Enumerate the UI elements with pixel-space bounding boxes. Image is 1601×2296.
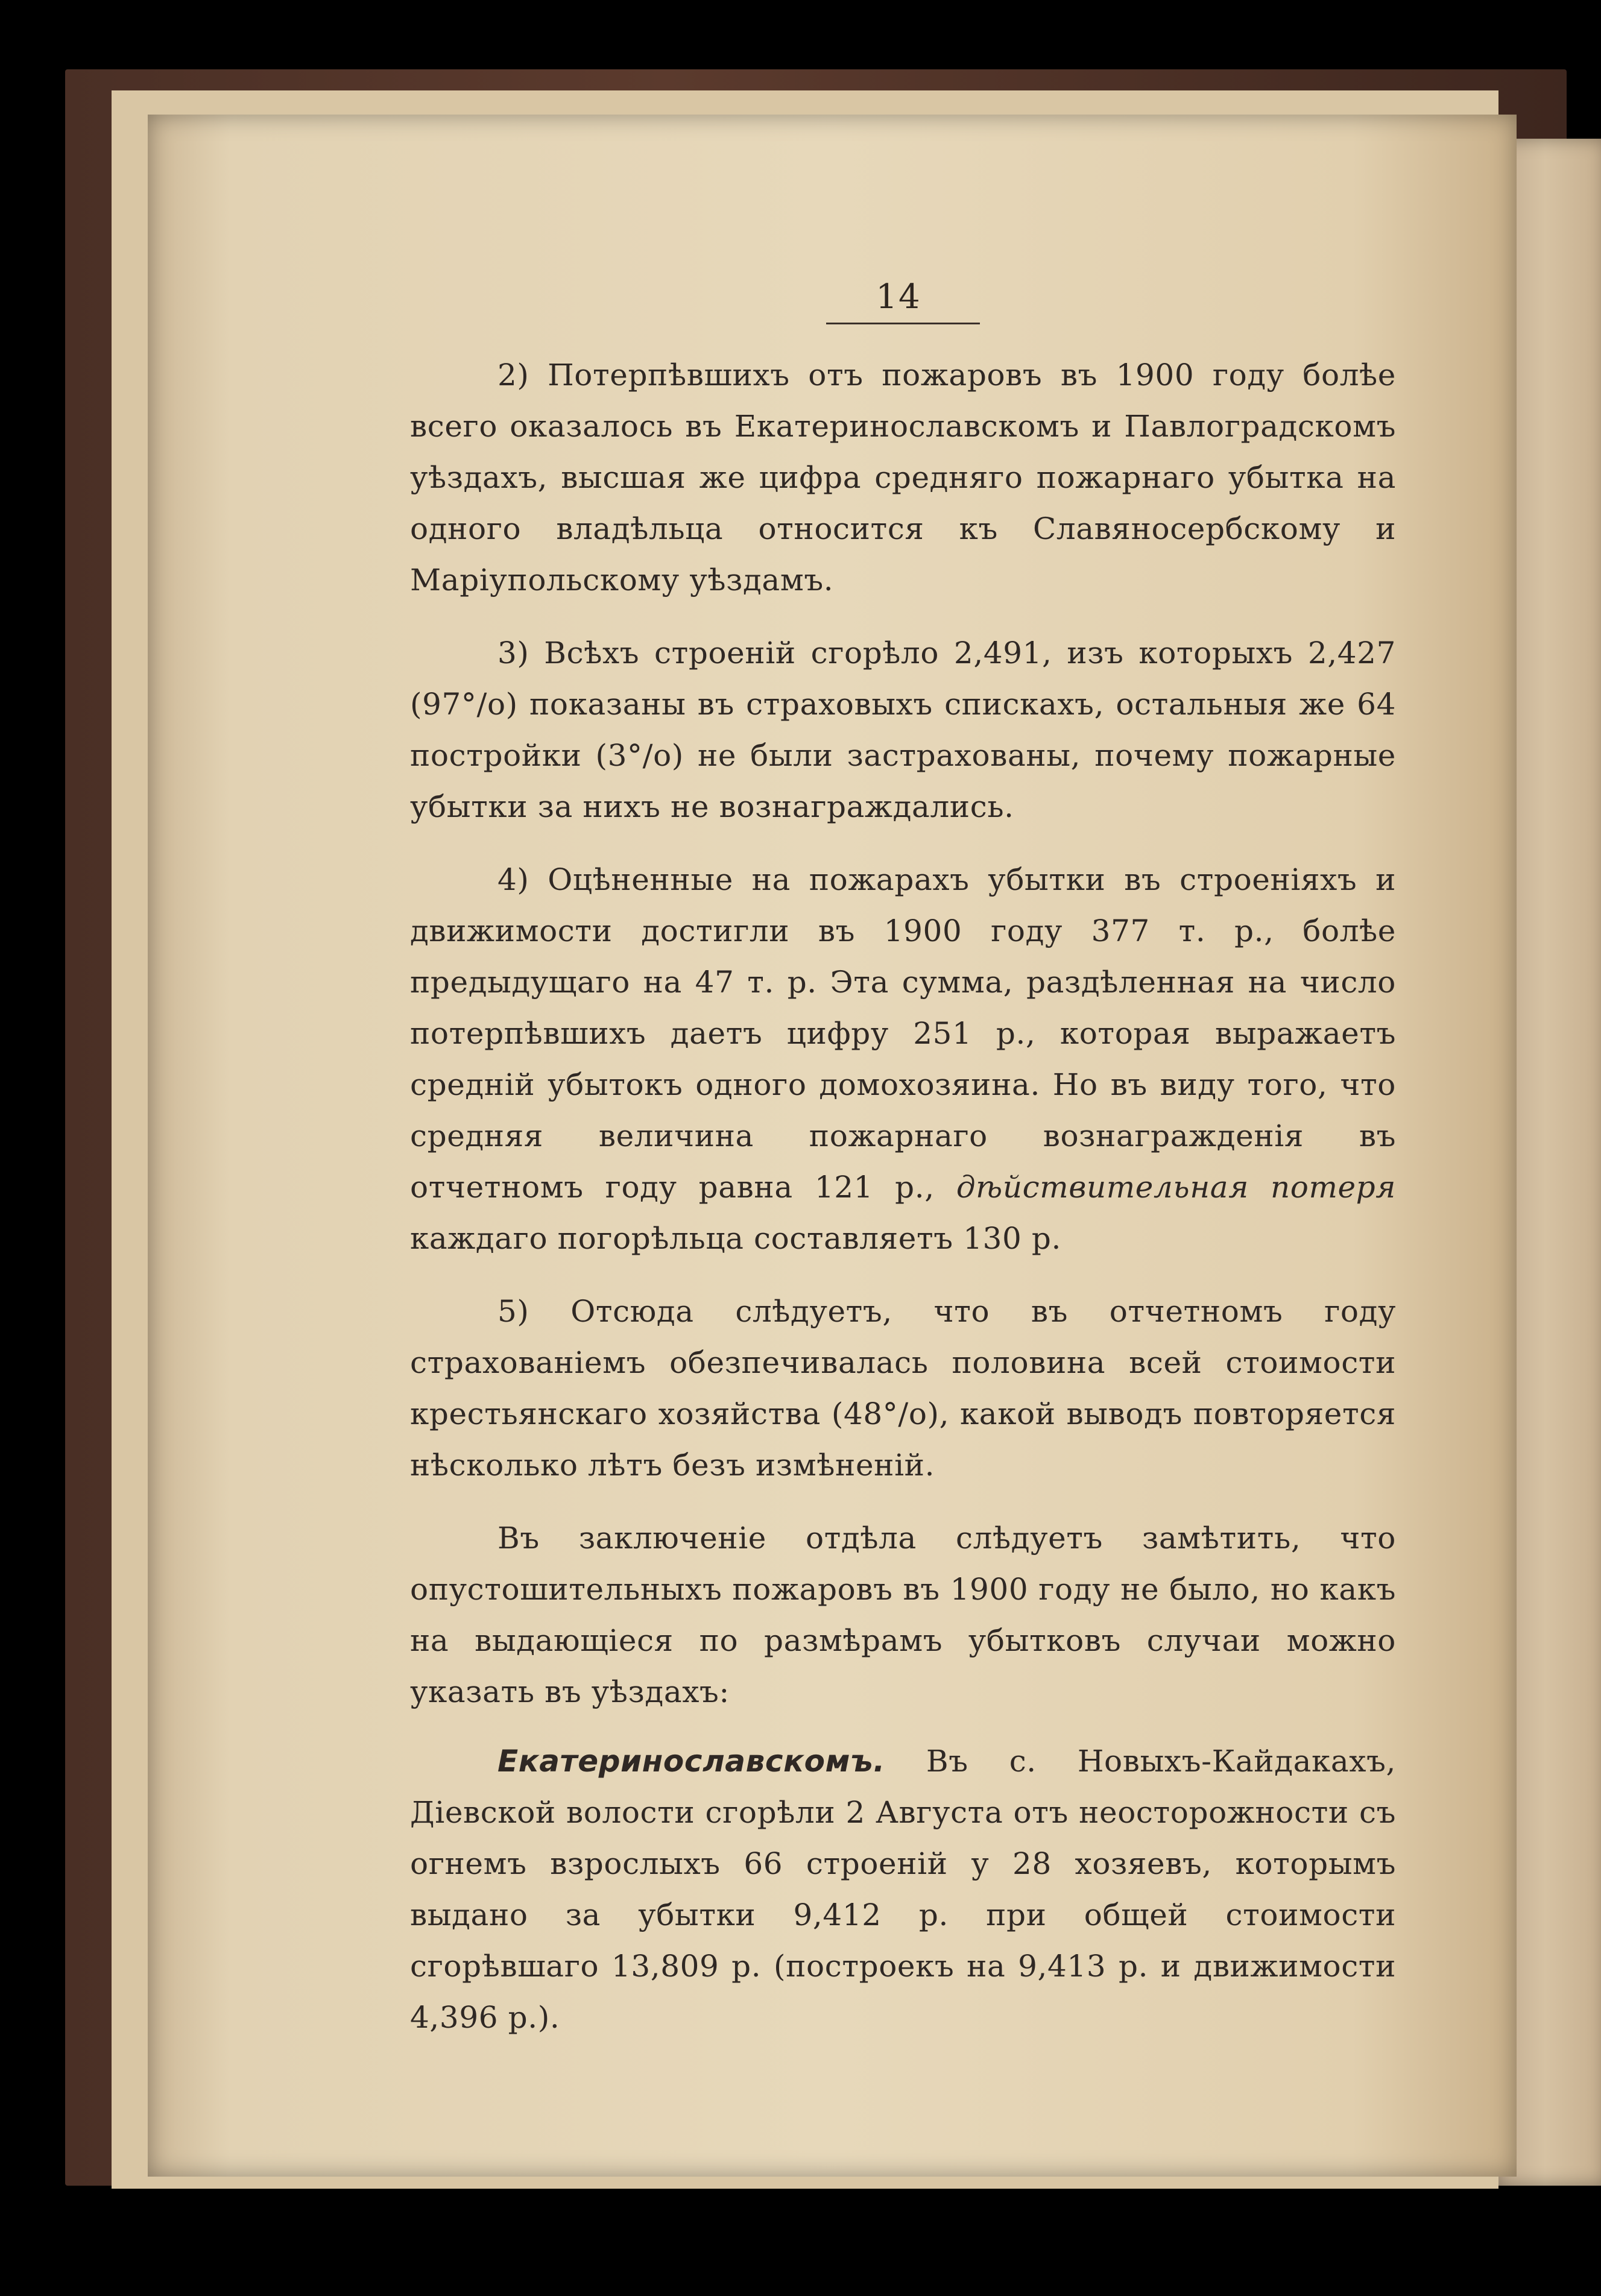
paragraph-ekaterinoslav xyxy=(410,1736,1396,2043)
paragraph-4 xyxy=(410,854,1396,1264)
page-text xyxy=(410,350,1396,2065)
paragraph-3: 3) Всѣхъ строеній сгорѣло 2,491, изъ которыхъ 2,427 (97°/о) показаны въ страховыхъ спискахъ, остальныя же 64 постройки (3°/о) не были застрахованы, почему пожарные убытки за нихъ не вознаграждались. xyxy=(410,636,1396,824)
paragraph-2: 2) Потерпѣвшихъ отъ пожаровъ въ 1900 году болѣе всего оказалось въ Екатеринославскомъ и Павлоградскомъ уѣздахъ, высшая же цифра средняго пожарнаго убытка на одного владѣльца относится къ Славяносербскому и Маріупольскому уѣздамъ. xyxy=(410,358,1396,598)
paragraph-4-end: каждаго погорѣльца составляетъ 130 р. xyxy=(410,1221,1061,1256)
emphasis-real-loss: дѣйствительная потеря xyxy=(956,1170,1396,1205)
page-number-rule xyxy=(826,323,980,324)
district-heading: Екатеринославскомъ. xyxy=(497,1744,885,1779)
paragraph-4-start: 4) Оцѣненные на пожарахъ убытки въ строеніяхъ и движимости достигли въ 1900 году 377 т. р., болѣе предыдущаго на 47 т. р. Эта сумма, раздѣленная на число потерпѣвшихъ даетъ цифру 251 р., которая выражаетъ средній убытокъ одного домохозяина. Но въ виду того, что средняя величина пожарнаго вознагражденія въ отчетномъ году равна 121 р., xyxy=(410,862,1396,1205)
page-number: 14 xyxy=(876,277,921,317)
paragraph-conclusion: Въ заключеніе отдѣла слѣдуетъ замѣтить, что опустошительныхъ пожаровъ въ 1900 году не было, но какъ на выдающіеся по размѣрамъ убытковъ случаи можно указать въ уѣздахъ: xyxy=(410,1521,1396,1709)
district-text: Въ с. Новыхъ-Кайдакахъ, Діевской волости сгорѣли 2 Августа отъ неосторожности съ огнемъ взрослыхъ 66 строеній у 28 хозяевъ, которымъ выдано за убытки 9,412 р. при общей стоимости сгорѣвшаго 13,809 р. (построекъ на 9,413 р. и движимости 4,396 р.). xyxy=(410,1744,1396,2035)
paragraph-5: 5) Отсюда слѣдуетъ, что въ отчетномъ году страхованіемъ обезпечивалась половина всей стоимости крестьянскаго хозяйства (48°/о), какой выводъ повторяется нѣсколько лѣтъ безъ измѣненій. xyxy=(410,1294,1396,1483)
